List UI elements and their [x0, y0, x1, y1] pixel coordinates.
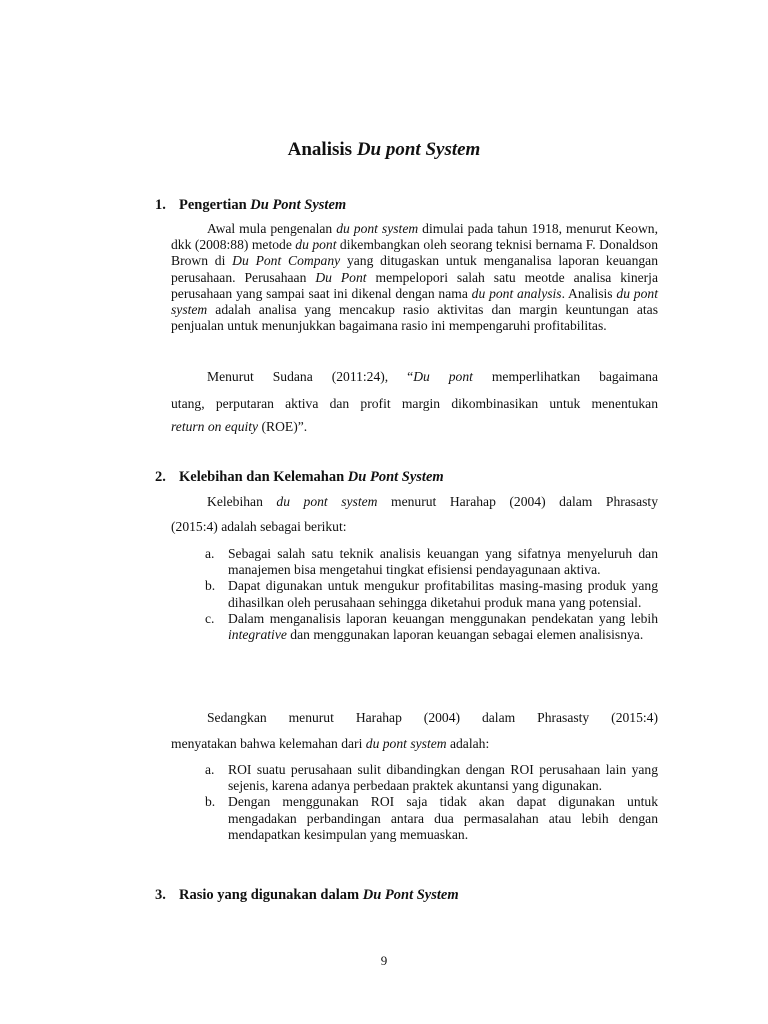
section-heading-text: Rasio yang digunakan dalam — [179, 887, 363, 903]
text: menyatakan bahwa kelemahan dari — [171, 736, 366, 751]
paragraph-sudana-line-2 — [171, 396, 658, 412]
text: dan menggunakan laporan keuangan sebagai elemen analisisnya. — [286, 627, 644, 643]
text: menurut Harahap (2004) dalam Phrasasty — [391, 494, 658, 509]
italic-text: integrative — [228, 627, 287, 643]
list-item — [205, 794, 658, 843]
title-italic: Du pont System — [356, 139, 481, 160]
list-marker: b. — [205, 794, 216, 810]
section-heading-3 — [155, 887, 459, 904]
list-item — [205, 578, 658, 610]
italic-text: du pont — [295, 237, 337, 253]
italic-text: du pont analysis — [471, 285, 562, 301]
section-number: 1. — [155, 197, 166, 213]
list-marker: a. — [205, 762, 215, 777]
paragraph-sudana-line-3 — [171, 419, 307, 435]
section-heading-text: Pengertian — [179, 197, 251, 213]
page-title — [0, 139, 768, 161]
text: . Analisis — [561, 285, 617, 301]
paragraph-sudana-line-1 — [207, 369, 658, 385]
list-marker: a. — [205, 546, 215, 561]
text: dimulai pada tahun 1918, menurut Keown, dkk (2008:88) metode — [171, 221, 658, 253]
text: yang ditugaskan untuk menganalisa laporan keuangan perusahaan. Perusahaan — [171, 253, 658, 285]
paragraph-kelemahan-line-1 — [207, 710, 658, 726]
text: adalah analisa yang mencakup rasio aktivitas dan margin keuntungan atas penjualan untuk menunjukkan bagaimana rasio ini mempengaruhi profitabilitas. — [171, 302, 658, 334]
list-marker: b. — [205, 578, 216, 594]
text: Dengan menggunakan ROI saja tidak akan dapat digunakan untuk mengadakan perbandingan antara dua permasalahan atau lebih dengan mendapatkan kesimpulan yang memuaskan. — [228, 794, 658, 842]
italic-text: du pont system — [365, 736, 447, 751]
section-heading-italic: Du Pont System — [347, 469, 444, 485]
italic-text: Du Pont Company — [232, 253, 341, 269]
section-heading-text: Kelebihan dan Kelemahan — [179, 469, 348, 485]
section-heading-1 — [155, 197, 346, 214]
paragraph-kelebihan-line-2 — [171, 519, 347, 535]
italic-text: Du pont — [413, 369, 473, 384]
list-marker: c. — [205, 610, 215, 626]
text: dikembangkan oleh seorang teknisi bernama F. Donaldson Brown di — [171, 237, 658, 269]
text: utang, perputaran aktiva dan profit margin dikombinasikan untuk menentukan — [171, 396, 658, 411]
quote-mark: “ — [407, 369, 414, 384]
text: Awal mula pengenalan — [207, 221, 337, 236]
text: Dapat digunakan untuk mengukur profitabilitas masing-masing produk yang dihasilkan oleh perusahaan sehingga diketahui produk mana yang potensial. — [228, 578, 658, 610]
text: (2015:4) adalah sebagai berikut: — [171, 519, 347, 534]
section-heading-2 — [155, 469, 444, 486]
section-heading-italic: Du Pont System — [362, 887, 459, 903]
list-item — [205, 546, 658, 578]
text: memperlihatkan bagaimana — [491, 369, 658, 384]
paragraph-kelemahan-line-2 — [171, 736, 489, 752]
text: Sedangkan menurut Harahap (2004) dalam Phrasasty (2015:4) — [207, 710, 658, 725]
text: Sebagai salah satu teknik analisis keuangan yang sifatnya menyeluruh dan manajemen bisa mengetahui tingkat efisiensi pendayagunaan aktiva. — [228, 546, 658, 578]
text: Menurut Sudana (2011:24), — [207, 369, 389, 384]
section-heading-italic: Du Pont System — [250, 197, 347, 213]
text: (ROE)”. — [258, 419, 308, 434]
italic-text: Du Pont — [315, 269, 367, 285]
text: mempelopori salah satu meotde analisa kinerja perusahaan yang sampai saat ini dikenal dengan nama — [171, 269, 658, 301]
page-number: 9 — [380, 953, 388, 968]
italic-text: du pont system — [336, 221, 419, 236]
text: adalah: — [446, 736, 490, 751]
section-number: 2. — [155, 469, 166, 485]
section-number: 3. — [155, 887, 166, 903]
title-text: Analisis — [287, 139, 357, 160]
text: ROI suatu perusahaan sulit dibandingkan dengan ROI perusahaan lain yang sejenis, karena adanya perbedaan praktek akuntansi yang digunakan. — [228, 762, 658, 794]
list-item — [205, 611, 658, 643]
italic-text: return on equity — [171, 419, 259, 434]
paragraph-pengertian — [171, 221, 658, 334]
text: Kelebihan — [207, 494, 263, 509]
paragraph-kelebihan-line-1 — [207, 494, 658, 510]
italic-text: du pont system — [276, 494, 378, 509]
text: Dalam menganalisis laporan keuangan menggunakan pendekatan yang lebih — [228, 610, 658, 626]
italic-text: du pont system — [171, 285, 658, 318]
list-item — [205, 762, 658, 794]
kelemahan-list — [205, 762, 658, 843]
kelebihan-list — [205, 546, 658, 643]
